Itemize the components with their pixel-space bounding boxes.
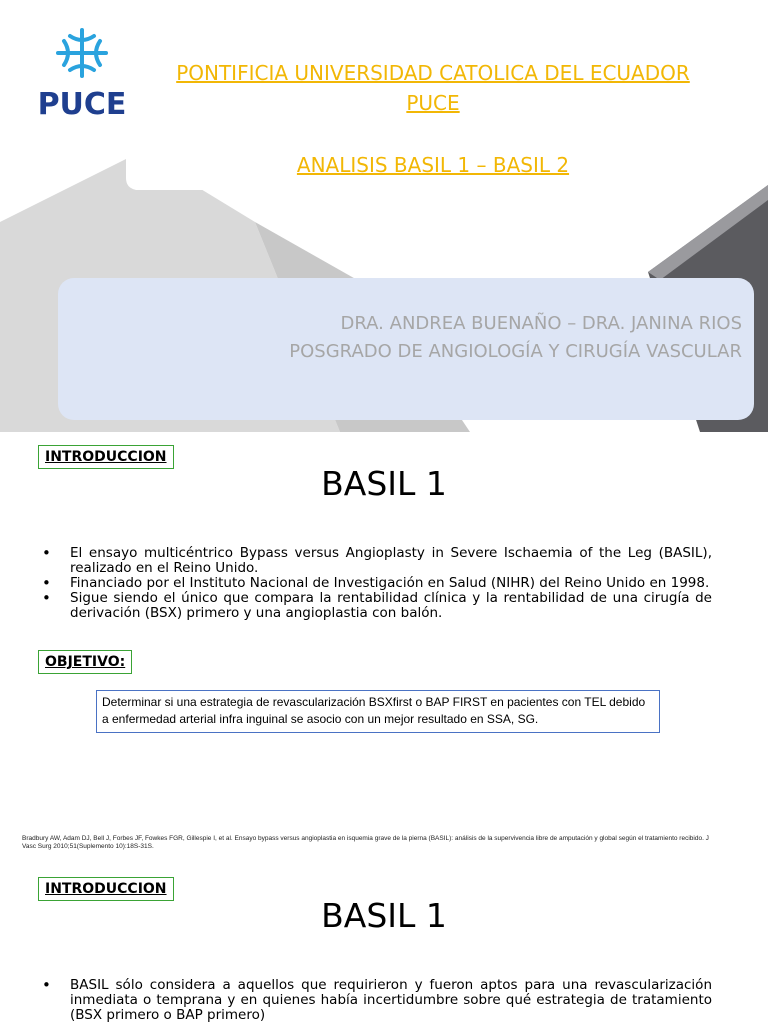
list-item: • Financiado por el Instituto Nacional de Investigación en Salud (NIHR) del Reino Unido en 1998. (40, 576, 712, 591)
puce-logo (30, 20, 134, 124)
list-item: • Sigue siendo el único que compara la rentabilidad clínica y la rentabilidad de una cirugía de derivación (BSX) primero y una angioplastia con balón. (40, 591, 712, 621)
intro-slide-1 (0, 432, 768, 864)
deck-title: ANALISIS BASIL 1 – BASIL 2 (296, 153, 570, 177)
puce-cross-icon (30, 20, 134, 124)
section-tag: INTRODUCCION (38, 877, 174, 901)
puce-logo-text: PUCE (37, 87, 127, 122)
author-box (58, 278, 754, 420)
citation: Bradbury AW, Adam DJ, Bell J, Forbes JF, Fowkes FGR, Gillespie I, et al. Ensayo bypass versus angioplastia en isquemia grave de la pierna (BASIL): análisis de la supervivencia libre de amputación y global según el tratamiento recibido. J Vasc Surg 2010;51(Suplemento 10):18S-31S. (22, 835, 709, 850)
program-name: POSGRADO DE ANGIOLOGÍA Y CIRUGÍA VASCULAR (289, 341, 742, 362)
list-item: • BASIL sólo considera a aquellos que requirieron y fueron aptos para una revascularización inmediata o temprana y en quienes había incertidumbre sobre qué estrategia de tratamiento (BSX primero o BAP primero) (40, 978, 712, 1023)
university-title (130, 58, 736, 118)
bullet-list (40, 978, 712, 1023)
objective-tag: OBJETIVO: (38, 650, 132, 674)
university-acronym: PUCE (406, 91, 460, 115)
bullet-list (40, 546, 712, 621)
intro-slide-2 (0, 864, 768, 1024)
objective-box: Determinar si una estrategia de revascularización BSXfirst o BAP FIRST en pacientes con TEL debido a enfermedad arterial infra inguinal se asocio con un mejor resultado en SSA, SG. (96, 690, 660, 733)
university-name: PONTIFICIA UNIVERSIDAD CATOLICA DEL ECUADOR (176, 61, 690, 85)
slide-title: BASIL 1 (321, 464, 447, 503)
authors (289, 310, 742, 366)
list-item: • El ensayo multicéntrico Bypass versus Angioplasty in Severe Ischaemia of the Leg (BASIL), realizado en el Reino Unido. (40, 546, 712, 576)
title-slide (0, 0, 768, 432)
author-names: DRA. ANDREA BUENAÑO – DRA. JANINA RIOS (340, 313, 742, 334)
slide-title: BASIL 1 (321, 896, 447, 935)
section-tag: INTRODUCCION (38, 445, 174, 469)
